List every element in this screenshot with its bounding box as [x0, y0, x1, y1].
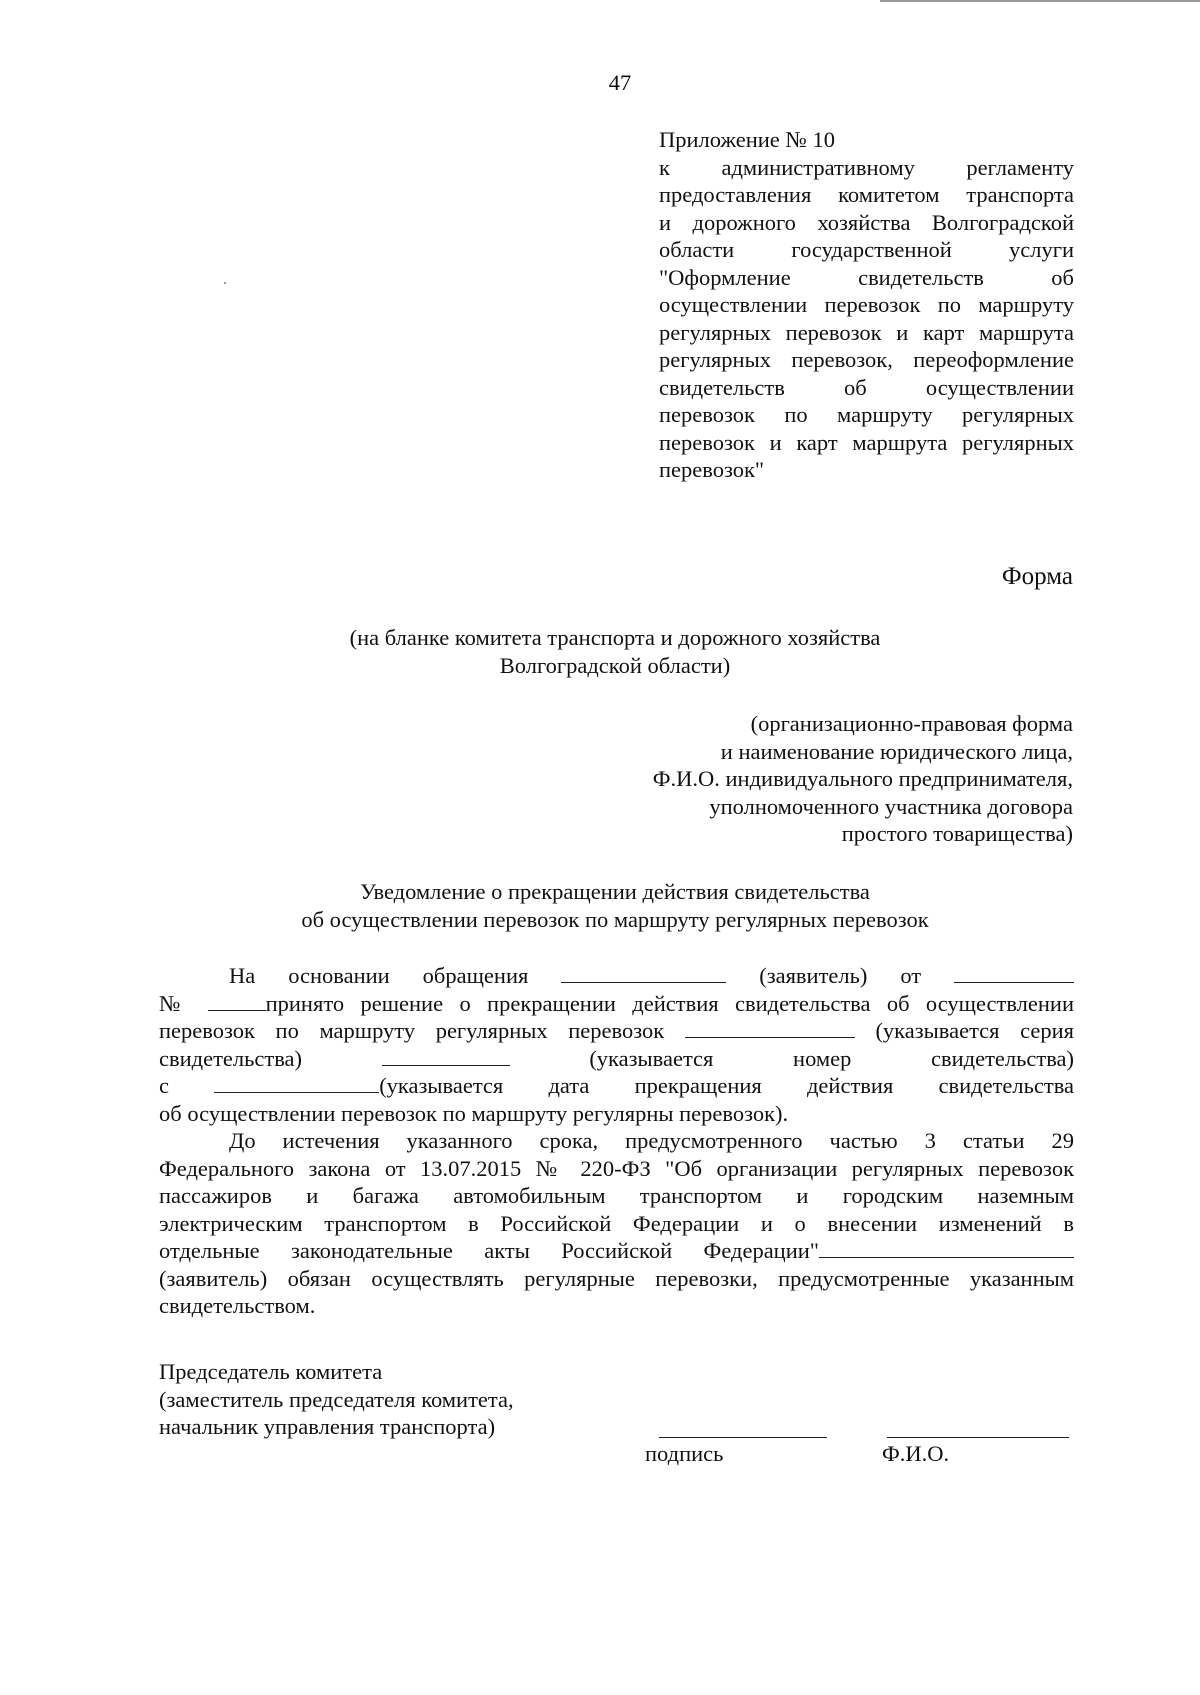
letterhead-note: [160, 624, 1070, 679]
name-line: [887, 1437, 1069, 1438]
signer-line: Председатель комитета: [159, 1359, 383, 1384]
signer-block: [159, 1358, 514, 1441]
applicant-name-blank: [819, 1239, 1074, 1258]
appendix-line: перевозок и карт маршрута регулярных: [659, 429, 1074, 455]
recipient-block: [653, 710, 1073, 848]
series-blank: [685, 1019, 855, 1038]
paragraph-2-line: До истечения указанного срока, предусмотренного частью 3 статьи 29: [229, 1128, 1074, 1153]
paragraph-1-line: об осуществлении перевозок по маршруту регулярны перевозок).: [159, 1100, 789, 1126]
certificate-number-blank: [382, 1047, 510, 1066]
letterhead-note-line: Волгоградской области): [499, 652, 731, 678]
recipient-line: и наименование юридического лица,: [720, 738, 1073, 764]
appendix-line: перевозок по маршруту регулярных: [659, 402, 1074, 427]
appendix-line: осуществлении перевозок по маршруту: [659, 292, 1074, 317]
name-caption: Ф.И.О.: [882, 1441, 950, 1466]
paragraph-1-line: перевозок по маршруту регулярных перевозок (указывается серия: [159, 1018, 1075, 1043]
notice-heading-line: Уведомление о прекращении действия свидетельства: [360, 879, 870, 904]
paragraph-1-line: свидетельства) (указывается номер свидетельства): [159, 1045, 1075, 1071]
paragraph-2-line: Федерального закона от 13.07.2015 № 220-ФЗ "Об организации регулярных перевозок: [159, 1155, 1074, 1181]
appendix-line: области государственной услуги: [659, 237, 1074, 262]
notice-heading-line: об осуществлении перевозок по маршруту регулярных перевозок: [301, 906, 929, 932]
paragraph-2-line: отдельные законодательные акты Российской Федерации": [159, 1237, 1074, 1265]
appendix-line: к административному регламенту: [659, 154, 1074, 180]
scan-edge-line: [880, 0, 1200, 2]
appendix-line: и дорожного хозяйства Волгоградской: [659, 209, 1074, 235]
signature-line: [659, 1437, 827, 1438]
paragraph-2-line: электрическим транспортом в Российской Федерации и о внесении изменений в: [159, 1210, 1074, 1236]
number-blank: [208, 992, 266, 1011]
page-number: 47: [608, 70, 632, 95]
paragraph-2-line: (заявитель) обязан осуществлять регулярные перевозки, предусмотренные указанным: [159, 1265, 1074, 1291]
paragraph-1-line: На основании обращения (заявитель) от: [159, 962, 1074, 990]
paragraph-1-line: с (указывается дата прекращения действия свидетельства: [159, 1073, 1075, 1098]
signer-line: начальник управления транспорта): [159, 1414, 496, 1439]
appendix-line: перевозок": [659, 457, 765, 482]
appendix-line: предоставления комитетом транспорта: [659, 182, 1074, 207]
appendix-line: регулярных перевозок, переоформление: [659, 347, 1074, 372]
signature-caption: подпись: [645, 1441, 724, 1466]
recipient-line: (организационно-правовая форма: [750, 711, 1073, 736]
appendix-line: свидетельств об осуществлении: [659, 374, 1074, 400]
appendix-line: "Оформление свидетельств об: [659, 264, 1074, 290]
notice-body: [159, 962, 1074, 1320]
scan-speck: [224, 282, 226, 284]
appendix-line: регулярных перевозок и карт маршрута: [659, 319, 1074, 345]
letterhead-note-line: (на бланке комитета транспорта и дорожного хозяйства: [349, 625, 881, 650]
paragraph-1-line: № принято решение о прекращении действия свидетельства об осуществлении: [159, 990, 1075, 1016]
date-blank: [954, 964, 1074, 983]
paragraph-2-line: свидетельством.: [159, 1293, 316, 1318]
form-label: Форма: [1001, 563, 1073, 590]
notice-heading: [160, 878, 1070, 933]
signer-line: (заместитель председателя комитета,: [159, 1386, 514, 1412]
recipient-line: Ф.И.О. индивидуального предпринимателя,: [652, 766, 1073, 791]
recipient-line: простого товарищества): [841, 821, 1073, 846]
applicant-blank: [561, 964, 726, 983]
termination-date-blank: [214, 1074, 379, 1093]
appendix-line: Приложение № 10: [659, 127, 835, 152]
paragraph-2-line: пассажиров и багажа автомобильным транспортом и городским наземным: [159, 1183, 1074, 1208]
recipient-line: уполномоченного участника договора: [709, 793, 1073, 819]
appendix-block: [659, 126, 1074, 484]
